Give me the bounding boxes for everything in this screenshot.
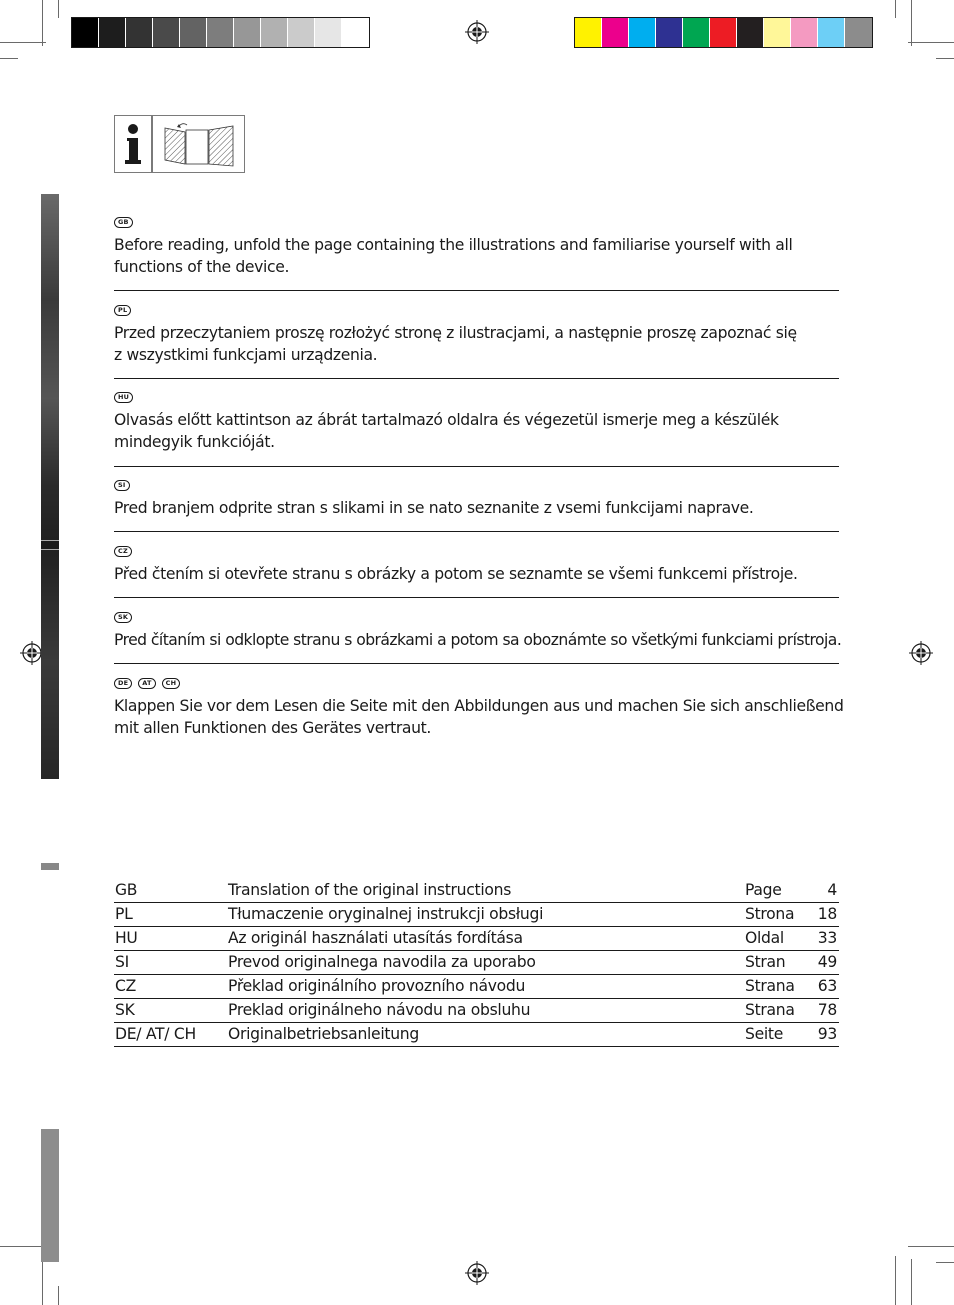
language-badge: GB	[114, 217, 133, 228]
toc-page-number: 63	[817, 977, 837, 995]
color-swatch	[629, 18, 656, 47]
toc-row	[114, 975, 839, 999]
gray-swatch	[180, 18, 207, 47]
registration-mark-icon	[465, 20, 489, 44]
crop-mark	[0, 42, 46, 43]
toc-row	[114, 999, 839, 1023]
toc-page-label: Oldal	[745, 929, 784, 947]
language-section-hu	[114, 392, 854, 453]
color-swatch	[656, 18, 683, 47]
gray-calibration-bar	[71, 17, 370, 48]
crop-mark	[911, 1259, 912, 1305]
color-swatch	[791, 18, 818, 47]
language-badge: SI	[114, 480, 130, 491]
gray-swatch	[234, 18, 261, 47]
language-badge: DE	[114, 678, 132, 689]
language-section-pl	[114, 305, 854, 366]
language-section-sk	[114, 612, 854, 651]
color-swatch	[683, 18, 710, 47]
toc-title: Preklad originálneho návodu na obsluhu	[228, 1001, 531, 1019]
crop-mark	[908, 42, 954, 43]
language-badge: AT	[138, 678, 155, 689]
toc-language-code: PL	[115, 905, 133, 923]
divider	[114, 663, 839, 664]
toc-page-number: 33	[817, 929, 837, 947]
sidebar-gray-strip	[41, 1129, 59, 1262]
toc-row	[114, 903, 839, 927]
toc-page-label: Page	[745, 881, 782, 899]
language-section-de	[114, 678, 854, 739]
divider	[114, 466, 839, 467]
crop-mark	[58, 0, 59, 18]
divider	[114, 290, 839, 291]
toc-row	[114, 927, 839, 951]
crop-mark	[936, 1262, 954, 1263]
crop-mark	[42, 0, 43, 46]
crop-mark	[895, 1256, 896, 1305]
divider	[114, 597, 839, 598]
toc-page-number: 18	[817, 905, 837, 923]
color-swatch	[737, 18, 764, 47]
language-section-gb	[114, 217, 854, 278]
toc-page-label: Seite	[745, 1025, 784, 1043]
toc-language-code: SI	[115, 953, 129, 971]
color-calibration-bar	[574, 17, 873, 48]
section-text: Przed przeczytaniem proszę rozłożyć stronę z ilustracjami, a następnie proszę zapoznać się z wszystkimi funkcjami urządzenia.	[114, 324, 797, 364]
language-badge: HU	[114, 392, 133, 403]
crop-mark	[936, 58, 954, 59]
section-text: Pred branjem odprite stran s slikami in se nato seznanite z vsemi funkcijami naprave.	[114, 499, 754, 517]
toc-row	[114, 879, 839, 903]
section-text: Olvasás előtt kattintson az ábrát tartalmazó oldalra és végezetül ismerje meg a készülék mindegyik funkcióját.	[114, 411, 779, 451]
toc-language-code: DE/ AT/ CH	[115, 1025, 196, 1043]
sidebar-gradient-strip	[41, 194, 59, 779]
sidebar-gradient-strip	[41, 540, 59, 550]
toc-language-code: HU	[115, 929, 138, 947]
toc-page-number: 93	[817, 1025, 837, 1043]
toc-language-code: CZ	[115, 977, 136, 995]
language-badge: CZ	[114, 546, 132, 557]
toc-page-number: 4	[827, 881, 837, 899]
toc-language-code: SK	[115, 1001, 135, 1019]
gray-swatch	[153, 18, 180, 47]
gray-swatch	[288, 18, 315, 47]
crop-mark	[58, 1286, 59, 1305]
gray-swatch	[315, 18, 342, 47]
section-text: Before reading, unfold the page containing the illustrations and familiarise yourself with all functions of the device.	[114, 236, 793, 276]
table-of-contents	[114, 879, 839, 1047]
toc-title: Originalbetriebsanleitung	[228, 1025, 419, 1043]
fold-out-page-icon	[152, 115, 245, 173]
gray-swatch	[342, 18, 369, 47]
crop-mark	[42, 1259, 43, 1305]
toc-title: Prevod originalnega navodila za uporabo	[228, 953, 536, 971]
gray-swatch	[72, 18, 99, 47]
divider	[114, 531, 839, 532]
color-swatch	[818, 18, 845, 47]
language-section-cz	[114, 546, 854, 585]
color-swatch	[575, 18, 602, 47]
crop-mark	[911, 0, 912, 46]
toc-page-label: Stran	[745, 953, 786, 971]
registration-mark-icon	[465, 1261, 489, 1285]
toc-title: Az originál használati utasítás fordítása	[228, 929, 523, 947]
toc-page-label: Strona	[745, 905, 795, 923]
color-swatch	[710, 18, 737, 47]
section-text: Klappen Sie vor dem Lesen die Seite mit den Abbildungen aus und machen Sie sich anschließend mit allen Funktionen des Gerätes vertraut.	[114, 697, 844, 737]
toc-page-number: 78	[817, 1001, 837, 1019]
toc-language-code: GB	[115, 881, 138, 899]
crop-mark	[0, 58, 18, 59]
color-swatch	[845, 18, 872, 47]
language-badge: SK	[114, 612, 132, 623]
toc-page-number: 49	[817, 953, 837, 971]
toc-title: Tłumaczenie oryginalnej instrukcji obsługi	[228, 905, 544, 923]
toc-page-label: Strana	[745, 977, 795, 995]
toc-row	[114, 951, 839, 975]
language-badge: CH	[162, 678, 181, 689]
crop-mark	[908, 1246, 954, 1247]
divider	[114, 378, 839, 379]
crop-mark	[0, 1246, 46, 1247]
toc-title: Translation of the original instructions	[228, 881, 512, 899]
gray-swatch	[99, 18, 126, 47]
gray-swatch	[261, 18, 288, 47]
sidebar-small-strip	[41, 863, 59, 870]
color-swatch	[764, 18, 791, 47]
section-text: Před čtením si otevřete stranu s obrázky a potom se seznamte se všemi funkcemi přístroje.	[114, 565, 798, 583]
language-badge: PL	[114, 305, 131, 316]
toc-row	[114, 1023, 839, 1047]
info-icon	[114, 115, 152, 173]
toc-page-label: Strana	[745, 1001, 795, 1019]
gray-swatch	[207, 18, 234, 47]
color-swatch	[602, 18, 629, 47]
language-section-si	[114, 480, 854, 519]
registration-mark-icon	[909, 641, 933, 665]
crop-mark	[895, 0, 896, 18]
gray-swatch	[126, 18, 153, 47]
toc-title: Překlad originálního provozního návodu	[228, 977, 526, 995]
section-text: Pred čítaním si odklopte stranu s obrázkami a potom sa oboznámte so všetkými funkciami prístroja.	[114, 631, 842, 649]
